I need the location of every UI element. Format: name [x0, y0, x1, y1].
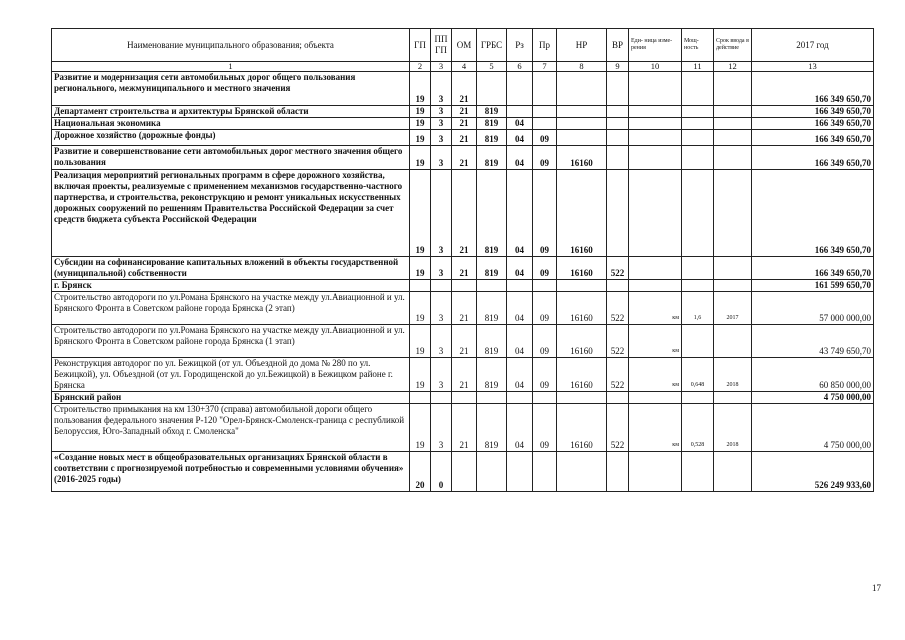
- cell-rz: 04: [507, 257, 533, 280]
- cell-pr: [533, 106, 557, 118]
- cell-ppgp: 3: [431, 292, 452, 325]
- col-num: 2: [410, 62, 431, 72]
- col-num: 1: [52, 62, 410, 72]
- cell-rz: 04: [507, 146, 533, 170]
- cell-term: 2018: [714, 404, 752, 452]
- cell-nr: [557, 118, 607, 130]
- table-row: [52, 404, 874, 452]
- cell-unit: [629, 130, 682, 146]
- cell-value: 161 599 650,70: [752, 280, 874, 292]
- cell-vr: [607, 280, 629, 292]
- cell-pr: 09: [533, 130, 557, 146]
- cell-om: 21: [452, 118, 477, 130]
- cell-term: [714, 280, 752, 292]
- cell-unit: [629, 106, 682, 118]
- cell-gp: 19: [410, 257, 431, 280]
- cell-name: «Создание новых мест в общеобразовательных организациях Брянской области в соответствии с прогнозируемой потребностью и современными условиями обучения» (2016-2025 годы): [52, 452, 410, 492]
- cell-om: [452, 392, 477, 404]
- cell-power: 0,528: [682, 404, 714, 452]
- cell-vr: [607, 130, 629, 146]
- table-row: [52, 118, 874, 130]
- cell-name: Субсидии на софинансирование капитальных вложений в объекты государственной (муниципальной) собственности: [52, 257, 410, 280]
- header-om: ОМ: [452, 29, 477, 62]
- cell-om: 21: [452, 358, 477, 392]
- cell-grbs: [477, 72, 507, 106]
- cell-gp: 19: [410, 118, 431, 130]
- cell-pr: [533, 280, 557, 292]
- col-num: 8: [557, 62, 607, 72]
- cell-gp: 19: [410, 146, 431, 170]
- cell-term: [714, 257, 752, 280]
- col-num: 11: [682, 62, 714, 72]
- table-row: [52, 170, 874, 257]
- cell-nr: [557, 280, 607, 292]
- cell-grbs: 819: [477, 358, 507, 392]
- cell-om: 21: [452, 404, 477, 452]
- cell-om: 21: [452, 106, 477, 118]
- header-ppgp: ППГП: [431, 29, 452, 62]
- page-number: 17: [872, 583, 881, 593]
- cell-power: 1,6: [682, 292, 714, 325]
- header-grbs: ГРБС: [477, 29, 507, 62]
- cell-gp: 19: [410, 130, 431, 146]
- cell-rz: 04: [507, 292, 533, 325]
- cell-ppgp: [431, 280, 452, 292]
- cell-gp: 20: [410, 452, 431, 492]
- cell-power: [682, 257, 714, 280]
- table-row: [52, 257, 874, 280]
- cell-pr: 09: [533, 257, 557, 280]
- cell-power: [682, 392, 714, 404]
- cell-nr: 16160: [557, 292, 607, 325]
- cell-name: Развитие и совершенствование сети автомобильных дорог местного значения общего пользования: [52, 146, 410, 170]
- cell-unit: [629, 392, 682, 404]
- cell-unit: [629, 118, 682, 130]
- cell-name: Строительство автодороги по ул.Романа Брянского на участке между ул.Авиационной и ул. Брянского Фронта в Советском районе города Брянска (1 этап): [52, 325, 410, 358]
- cell-rz: [507, 106, 533, 118]
- table-row: [52, 452, 874, 492]
- cell-term: [714, 325, 752, 358]
- cell-pr: 09: [533, 146, 557, 170]
- cell-grbs: [477, 280, 507, 292]
- cell-value: 4 750 000,00: [752, 404, 874, 452]
- cell-ppgp: 3: [431, 257, 452, 280]
- cell-nr: 16160: [557, 170, 607, 257]
- cell-unit: км: [629, 358, 682, 392]
- cell-pr: 09: [533, 170, 557, 257]
- cell-term: 2018: [714, 358, 752, 392]
- cell-pr: 09: [533, 325, 557, 358]
- cell-gp: 19: [410, 106, 431, 118]
- table-row: [52, 72, 874, 106]
- cell-unit: км: [629, 325, 682, 358]
- cell-rz: 04: [507, 118, 533, 130]
- cell-unit: [629, 170, 682, 257]
- header-power: Мощ- ность: [682, 29, 714, 62]
- cell-gp: [410, 392, 431, 404]
- cell-power: [682, 72, 714, 106]
- col-num: 6: [507, 62, 533, 72]
- cell-om: 21: [452, 130, 477, 146]
- cell-value: 166 349 650,70: [752, 130, 874, 146]
- col-num: 13: [752, 62, 874, 72]
- cell-value: 60 850 000,00: [752, 358, 874, 392]
- cell-value: 166 349 650,70: [752, 146, 874, 170]
- cell-term: [714, 146, 752, 170]
- col-num: 10: [629, 62, 682, 72]
- cell-vr: [607, 72, 629, 106]
- cell-unit: [629, 257, 682, 280]
- cell-term: [714, 452, 752, 492]
- cell-om: [452, 452, 477, 492]
- cell-grbs: 819: [477, 170, 507, 257]
- cell-vr: 522: [607, 257, 629, 280]
- cell-om: 21: [452, 170, 477, 257]
- cell-rz: 04: [507, 130, 533, 146]
- cell-pr: 09: [533, 358, 557, 392]
- cell-power: [682, 130, 714, 146]
- cell-power: [682, 325, 714, 358]
- cell-nr: [557, 392, 607, 404]
- cell-ppgp: [431, 392, 452, 404]
- cell-ppgp: 3: [431, 325, 452, 358]
- cell-value: 43 749 650,70: [752, 325, 874, 358]
- cell-pr: [533, 72, 557, 106]
- header-gp: ГП: [410, 29, 431, 62]
- cell-name: г. Брянск: [52, 280, 410, 292]
- cell-grbs: 819: [477, 106, 507, 118]
- cell-name: Национальная экономика: [52, 118, 410, 130]
- col-num: 5: [477, 62, 507, 72]
- cell-ppgp: 3: [431, 358, 452, 392]
- col-num: 9: [607, 62, 629, 72]
- cell-power: [682, 118, 714, 130]
- cell-grbs: 819: [477, 325, 507, 358]
- table-row: [52, 146, 874, 170]
- cell-term: [714, 106, 752, 118]
- cell-unit: км: [629, 292, 682, 325]
- table-row: [52, 325, 874, 358]
- cell-pr: 09: [533, 292, 557, 325]
- cell-ppgp: 3: [431, 170, 452, 257]
- cell-gp: 19: [410, 404, 431, 452]
- table-row: [52, 358, 874, 392]
- cell-value: 166 349 650,70: [752, 106, 874, 118]
- cell-gp: [410, 280, 431, 292]
- cell-ppgp: 3: [431, 404, 452, 452]
- cell-ppgp: 3: [431, 106, 452, 118]
- column-number-row: [52, 62, 874, 72]
- cell-ppgp: 3: [431, 118, 452, 130]
- cell-pr: 09: [533, 404, 557, 452]
- cell-rz: [507, 392, 533, 404]
- cell-nr: 16160: [557, 325, 607, 358]
- budget-table: [51, 28, 874, 492]
- cell-om: 21: [452, 72, 477, 106]
- cell-grbs: 819: [477, 257, 507, 280]
- cell-name: Брянский район: [52, 392, 410, 404]
- cell-pr: [533, 392, 557, 404]
- cell-vr: [607, 146, 629, 170]
- table-row: [52, 106, 874, 118]
- cell-grbs: 819: [477, 404, 507, 452]
- cell-nr: 16160: [557, 146, 607, 170]
- cell-power: 0,648: [682, 358, 714, 392]
- cell-value: 166 349 650,70: [752, 72, 874, 106]
- cell-unit: [629, 146, 682, 170]
- cell-nr: [557, 72, 607, 106]
- cell-power: [682, 452, 714, 492]
- cell-grbs: 819: [477, 130, 507, 146]
- cell-om: 21: [452, 292, 477, 325]
- header-unit: Еди- ница изме- рения: [629, 29, 682, 62]
- cell-rz: [507, 72, 533, 106]
- cell-name: Строительство примыкания на км 130+370 (справа) автомобильной дороги общего пользования федерального значения Р-120 "Орел-Брянск-Смоленск-граница с республикой Белоруссия, Юго-Западный обход г. Смоленска": [52, 404, 410, 452]
- cell-vr: [607, 392, 629, 404]
- cell-unit: км: [629, 404, 682, 452]
- cell-vr: [607, 452, 629, 492]
- cell-ppgp: 3: [431, 146, 452, 170]
- cell-term: [714, 130, 752, 146]
- cell-power: [682, 146, 714, 170]
- col-num: 12: [714, 62, 752, 72]
- cell-power: [682, 280, 714, 292]
- cell-rz: 04: [507, 404, 533, 452]
- cell-nr: [557, 130, 607, 146]
- cell-unit: [629, 452, 682, 492]
- header-pr: Пр: [533, 29, 557, 62]
- cell-vr: [607, 106, 629, 118]
- col-num: 4: [452, 62, 477, 72]
- cell-pr: [533, 118, 557, 130]
- cell-rz: 04: [507, 358, 533, 392]
- cell-rz: 04: [507, 325, 533, 358]
- cell-name: Развитие и модернизация сети автомобильных дорог общего пользования регионального, межмуниципального и местного значения: [52, 72, 410, 106]
- cell-nr: 16160: [557, 358, 607, 392]
- cell-name: Дорожное хозяйство (дорожные фонды): [52, 130, 410, 146]
- cell-value: 4 750 000,00: [752, 392, 874, 404]
- cell-value: 166 349 650,70: [752, 118, 874, 130]
- cell-ppgp: 3: [431, 72, 452, 106]
- cell-value: 526 249 933,60: [752, 452, 874, 492]
- cell-om: [452, 280, 477, 292]
- cell-om: 21: [452, 325, 477, 358]
- cell-vr: 522: [607, 404, 629, 452]
- cell-grbs: [477, 452, 507, 492]
- cell-vr: 522: [607, 358, 629, 392]
- cell-name: Департамент строительства и архитектуры Брянской области: [52, 106, 410, 118]
- cell-ppgp: 3: [431, 130, 452, 146]
- header-nr: НР: [557, 29, 607, 62]
- cell-gp: 19: [410, 72, 431, 106]
- cell-term: [714, 72, 752, 106]
- cell-term: [714, 170, 752, 257]
- cell-vr: [607, 170, 629, 257]
- cell-gp: 19: [410, 325, 431, 358]
- table-row: [52, 130, 874, 146]
- cell-grbs: 819: [477, 146, 507, 170]
- cell-ppgp: 0: [431, 452, 452, 492]
- cell-power: [682, 106, 714, 118]
- cell-nr: 16160: [557, 404, 607, 452]
- table-row: [52, 392, 874, 404]
- cell-gp: 19: [410, 292, 431, 325]
- header-name: Наименование муниципального образования; объекта: [52, 29, 410, 62]
- col-num: 7: [533, 62, 557, 72]
- cell-vr: 522: [607, 325, 629, 358]
- cell-om: 21: [452, 257, 477, 280]
- cell-rz: [507, 452, 533, 492]
- header-row: [52, 29, 874, 62]
- cell-nr: 16160: [557, 257, 607, 280]
- header-rz: Рз: [507, 29, 533, 62]
- cell-value: 166 349 650,70: [752, 170, 874, 257]
- cell-pr: [533, 452, 557, 492]
- cell-term: 2017: [714, 292, 752, 325]
- cell-name: Реконструкция автодорог по ул. Бежицкой (от ул. Объездной до дома № 280 по ул. Бежицкой), ул. Объездной (от ул. Городищенской до ул.Бежицкой) в Бежицком районе г. Брянска: [52, 358, 410, 392]
- table-row: [52, 280, 874, 292]
- cell-grbs: [477, 392, 507, 404]
- cell-value: 166 349 650,70: [752, 257, 874, 280]
- col-num: 3: [431, 62, 452, 72]
- cell-term: [714, 118, 752, 130]
- cell-gp: 19: [410, 170, 431, 257]
- cell-rz: [507, 280, 533, 292]
- cell-grbs: 819: [477, 118, 507, 130]
- cell-nr: [557, 452, 607, 492]
- cell-value: 57 000 000,00: [752, 292, 874, 325]
- header-year: 2017 год: [752, 29, 874, 62]
- cell-unit: [629, 280, 682, 292]
- cell-name: Реализация мероприятий региональных программ в сфере дорожного хозяйства, включая проекты, реализуемые с применением механизмов государственно-частного партнерства, и строительства, реконструкцию и ремонт уникальных искусственных дорожных сооружений по решениям Правительства Российской Федерации за счет средств бюджета субъекта Российской Федерации: [52, 170, 410, 257]
- cell-power: [682, 170, 714, 257]
- cell-grbs: 819: [477, 292, 507, 325]
- cell-vr: 522: [607, 292, 629, 325]
- cell-term: [714, 392, 752, 404]
- table-row: [52, 292, 874, 325]
- cell-nr: [557, 106, 607, 118]
- header-vr: ВР: [607, 29, 629, 62]
- cell-vr: [607, 118, 629, 130]
- cell-unit: [629, 72, 682, 106]
- cell-om: 21: [452, 146, 477, 170]
- cell-name: Строительство автодороги по ул.Романа Брянского на участке между ул.Авиационной и ул. Брянского Фронта в Советском районе города Брянска (2 этап): [52, 292, 410, 325]
- header-term: Срок ввода в действие: [714, 29, 752, 62]
- cell-gp: 19: [410, 358, 431, 392]
- cell-rz: 04: [507, 170, 533, 257]
